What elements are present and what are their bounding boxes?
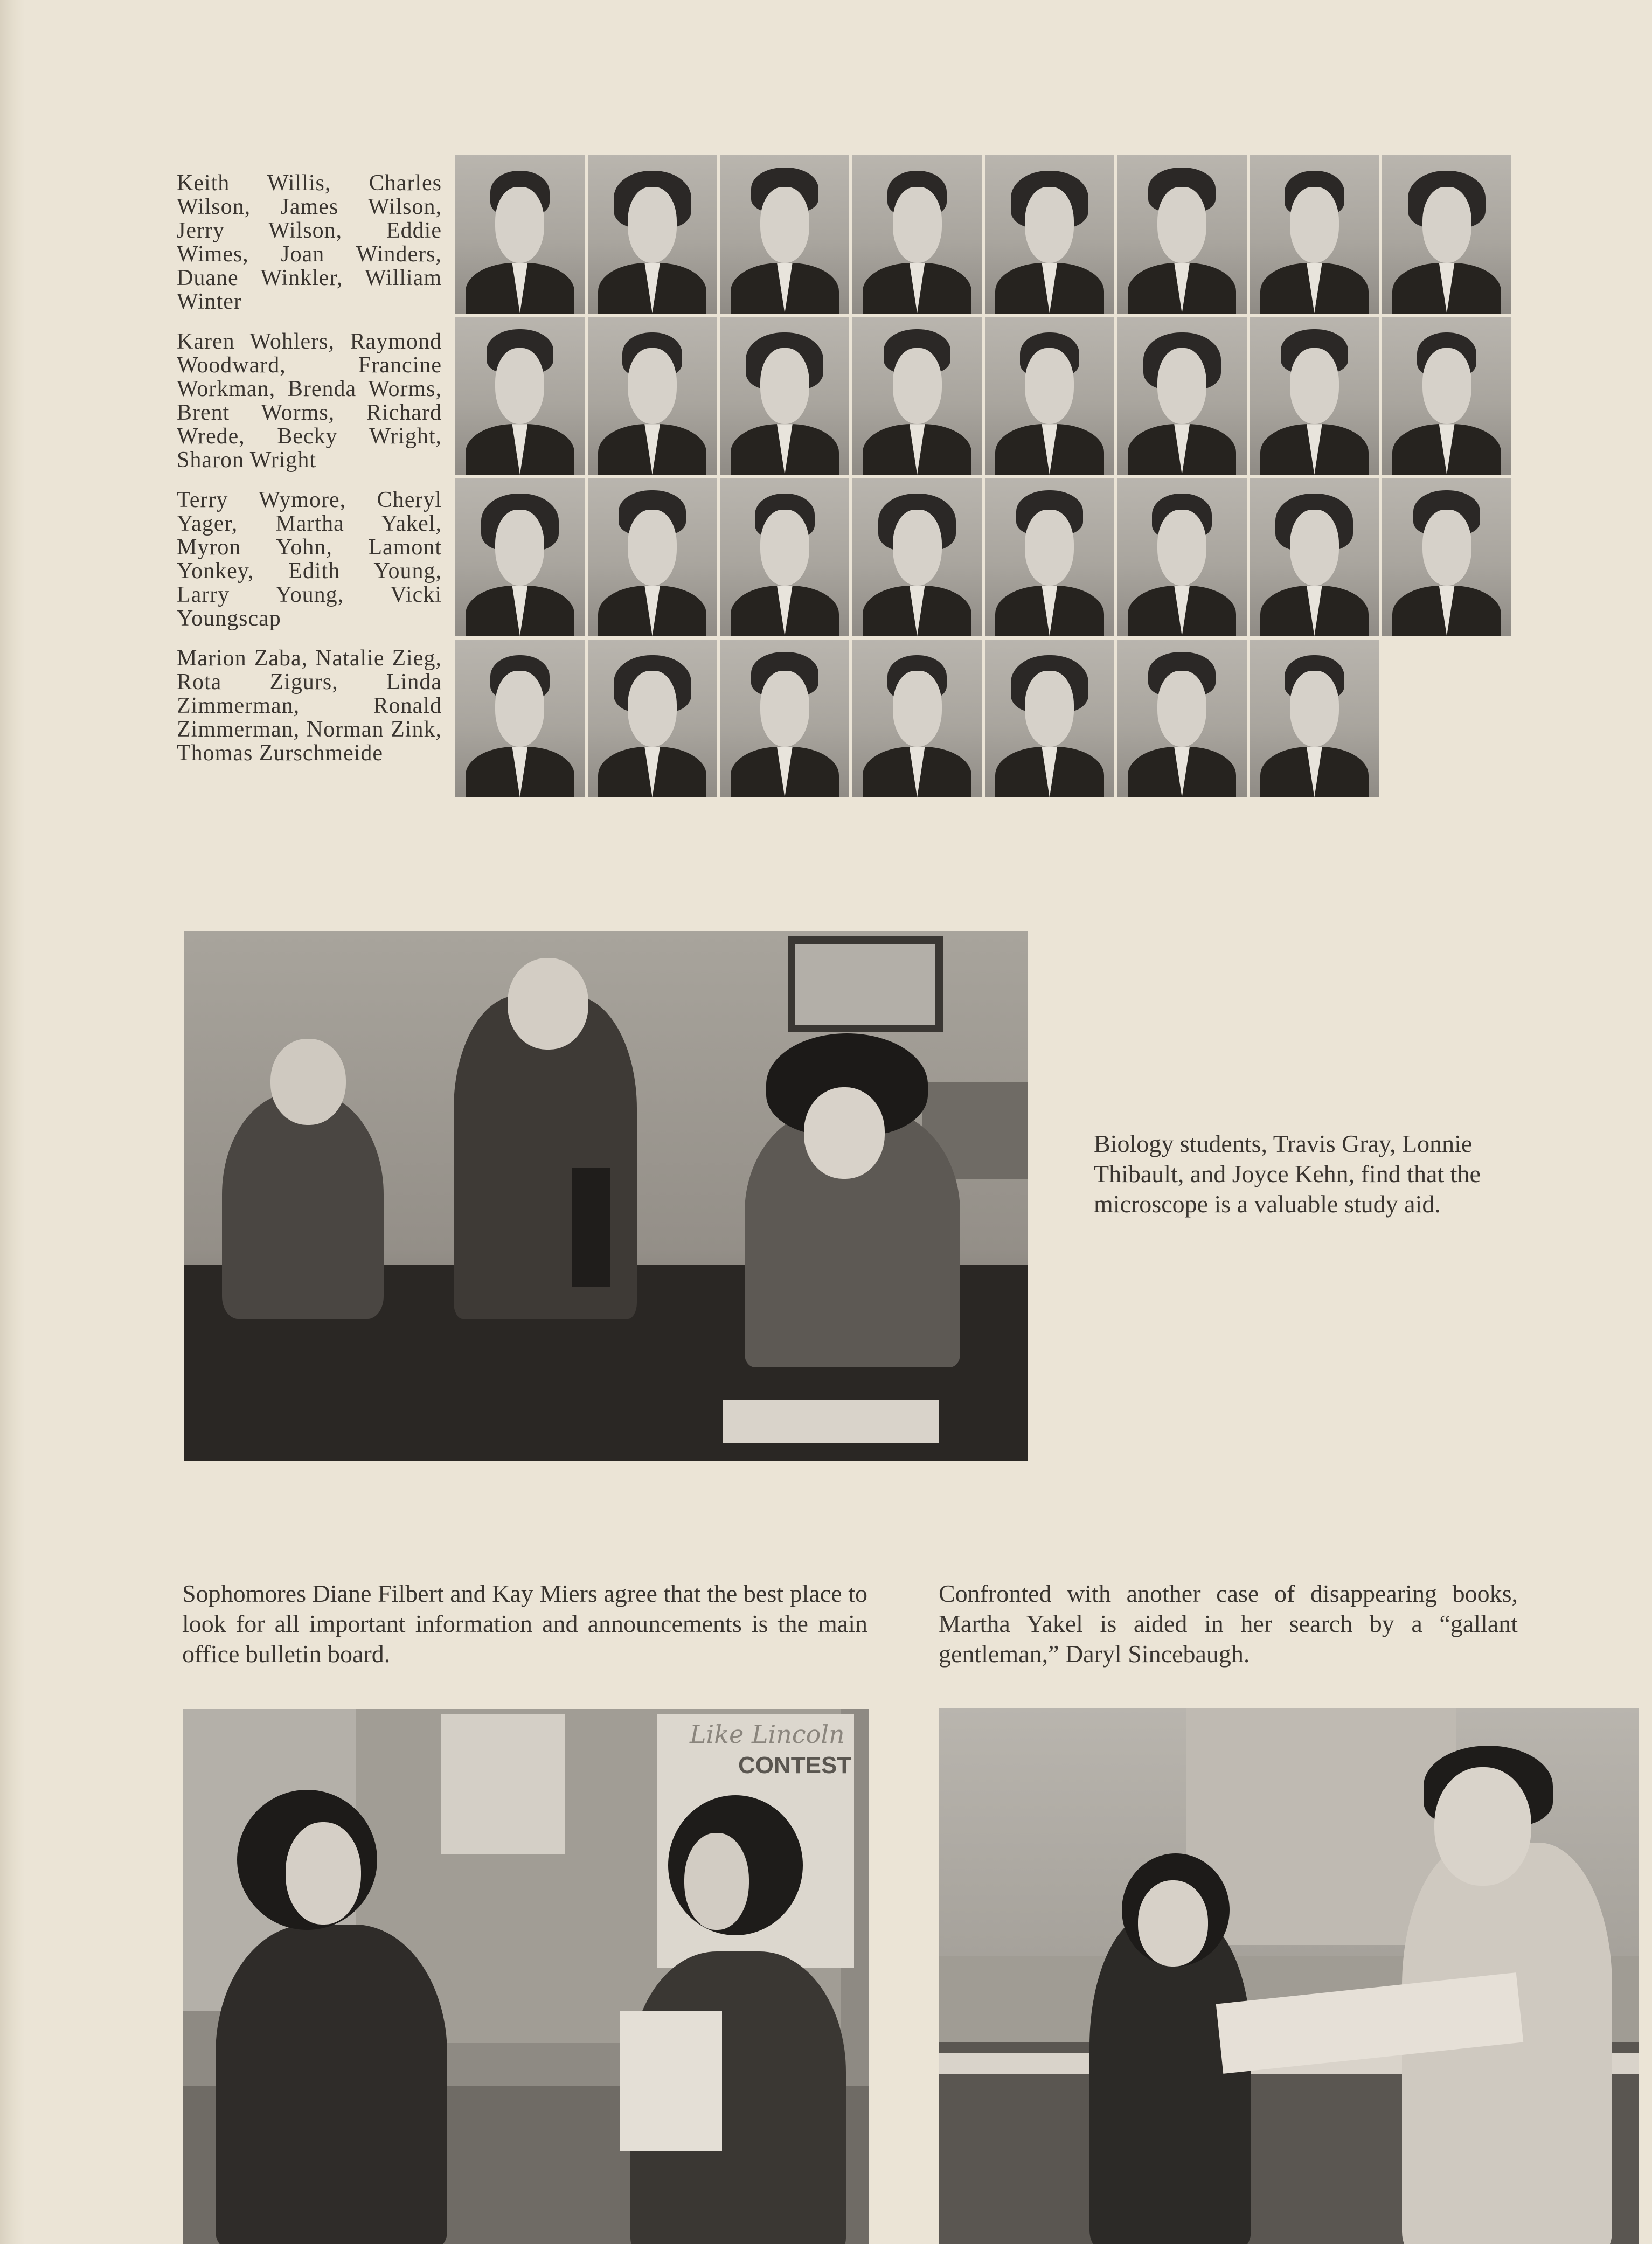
student-portrait xyxy=(1117,317,1247,475)
books-caption: Confronted with another case of disappearing books, Martha Yakel is aided in her search by a “gallant gentleman,” Daryl Sincebaugh. xyxy=(939,1580,1518,1668)
student-portrait xyxy=(1250,640,1379,798)
page-binding-edge xyxy=(0,0,25,2244)
student-portrait xyxy=(1250,478,1379,636)
student-portrait xyxy=(852,478,982,636)
student-portrait xyxy=(852,317,982,475)
student-portrait xyxy=(852,155,982,314)
student-portrait xyxy=(985,640,1114,798)
student-portrait xyxy=(1382,155,1511,314)
sophomores-caption: Sophomores Diane Filbert and Kay Miers agree that the best place to look for all important information and announcements is the main office bulletin board. xyxy=(182,1580,867,1668)
row3-caption: Terry Wymore, Cheryl Yager, Martha Yakel, Myron Yohn, Lamont Yonkey, Edith Young, Larry Young, Vicki Youngscap xyxy=(177,488,442,631)
student-portrait xyxy=(455,317,585,475)
student-portrait xyxy=(720,478,850,636)
student-portrait xyxy=(1250,155,1379,314)
student-portrait xyxy=(588,155,717,314)
portrait-grid xyxy=(455,155,1511,797)
student-portrait xyxy=(1117,640,1247,798)
student-portrait xyxy=(588,640,717,798)
row4-caption: Marion Zaba, Natalie Zieg, Rota Zigurs, Linda Zimmerman, Ronald Zimmerman, Norman Zink, Thomas Zurschmeide xyxy=(177,646,442,766)
student-portrait xyxy=(720,317,850,475)
student-portrait xyxy=(1382,317,1511,475)
student-portrait xyxy=(985,155,1114,314)
student-portrait xyxy=(1117,478,1247,636)
student-portrait xyxy=(455,478,585,636)
row2-caption: Karen Wohlers, Raymond Woodward, Francine Workman, Brenda Worms, Brent Worms, Richard Wrede, Becky Wright, Sharon Wright xyxy=(177,329,442,473)
student-portrait xyxy=(1250,317,1379,475)
student-portrait xyxy=(455,640,585,798)
poster-title: Like Lincoln xyxy=(690,1720,845,1749)
student-portrait xyxy=(720,640,850,798)
biology-caption: Biology students, Travis Gray, Lonnie Thibault, and Joyce Kehn, find that the microscope is a valuable study aid. xyxy=(1094,1130,1481,1218)
student-portrait xyxy=(1117,155,1247,314)
empty-slot xyxy=(1382,640,1511,798)
student-portrait xyxy=(852,640,982,798)
student-portrait xyxy=(985,317,1114,475)
row1-caption: Keith Willis, Charles Wilson, James Wilson, Jerry Wilson, Eddie Wimes, Joan Winders, Duane Winkler, William Winter xyxy=(177,171,442,314)
student-portrait xyxy=(588,317,717,475)
student-portrait xyxy=(455,155,585,314)
student-portrait xyxy=(1382,478,1511,636)
student-portrait xyxy=(588,478,717,636)
bulletin-board-photo xyxy=(183,1709,869,2244)
poster-contest: CONTEST xyxy=(738,1752,852,1778)
biology-photo xyxy=(184,931,1028,1461)
student-portrait xyxy=(720,155,850,314)
student-portrait xyxy=(985,478,1114,636)
library-photo xyxy=(939,1708,1639,2244)
